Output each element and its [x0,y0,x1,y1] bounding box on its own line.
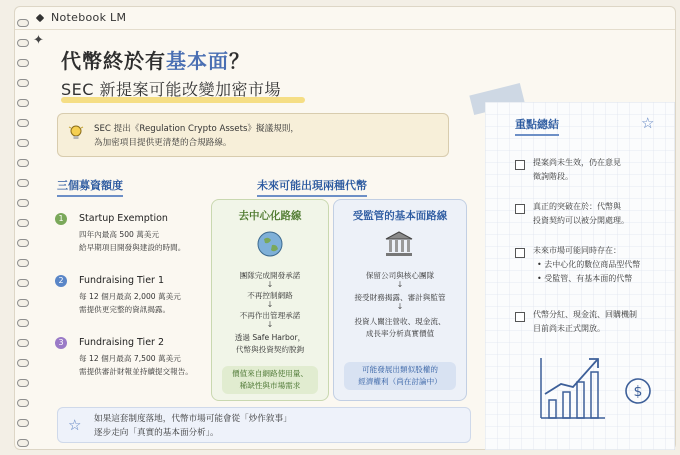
tier-description: 每 12 個月最高 7,500 萬美元 需提供審計財報並持續提交報告。 [79,354,193,376]
tier-description: 四年內最高 500 萬美元 給早期項目開發與建設的時間。 [79,230,186,252]
summary-heading: 重點總結 [515,116,559,136]
intro-note [57,113,449,157]
summary-panel [485,102,675,450]
tier-name: Fundraising Tier 1 [79,275,165,286]
conclusion-box [57,407,471,443]
dollar-icon [623,376,653,406]
regulated-value-note: 可能發展出類似股權的 經濟權利（尚在討論中） [344,362,456,390]
summary-checkbox [515,312,525,322]
regulated-title: 受監管的基本面路線 [352,210,448,222]
brand-mark-icon [36,14,44,22]
svg-text:$: $ [633,384,643,400]
spiral-binding [17,15,31,455]
tier-name: Startup Exemption [79,213,168,224]
decentralized-title: 去中心化路線 [238,210,302,222]
notebook-page [14,6,676,450]
decentralized-card: 去中心化路線 團隊完成開發承諾 ↓ 不再控制網路 ↓ 不再作出管理承諾 ↓ 透過 Safe Harbor， 代幣與投資契約脫鉤 價值來自網路使用量、 稀缺性與市場需求 [211,199,329,401]
summary-checkbox [515,160,525,170]
intro-line-2: 為加密項目提供更清楚的合規路線。 [94,138,232,148]
conclusion-line-2: 逐步走向「真實的基本面分析」。 [94,428,219,438]
regulated-card: 受監管的基本面路線 保留公司與核心團隊 ↓ 接受財務揭露、審計與監管 ↓ 投資人關注營收、現金流、 成長率分析真實價值 可能發展出類似股權的 經濟權利（尚在討論中） [333,199,467,401]
page-header [15,7,675,30]
star-icon: ☆ [68,416,82,434]
page-subtitle: SEC 新提案可能改變加密市場 [61,77,281,100]
tier-name: Fundraising Tier 2 [79,337,165,348]
summary-item: 提案尚未生效，仍在意見 徵詢階段。 [533,158,621,181]
page-title: 代幣終於有基本面？ [61,49,250,73]
summary-checkbox [515,248,525,258]
summary-checkbox [515,204,525,214]
tier-number: 2 [55,275,67,287]
bank-icon [384,230,414,258]
star-icon: ☆ [641,114,655,132]
summary-item: 真正的突破在於：代幣與 投資契約可以被分開處理。 [533,202,629,225]
tier-number: 3 [55,337,67,349]
tier-description: 每 12 個月最高 2,000 萬美元 需提供更完整的資訊揭露。 [79,292,181,314]
lightbulb-icon [68,124,84,142]
intro-line-1: SEC 提出《Regulation Crypto Assets》擬議規則， [94,124,299,134]
tiers-heading: 三個募資額度 [57,177,123,197]
brand-name: Notebook LM [51,11,127,24]
summary-item: 代幣分紅、現金流、回購機制 目前尚未正式開放。 [533,310,637,333]
sparkle-icon: ✦ [33,33,44,48]
conclusion-line-1: 如果這套制度落地，代幣市場可能會從「炒作敘事」 [94,414,292,424]
tier-number: 1 [55,213,67,225]
summary-item: 未來市場可能同時存在： • 去中心化的數位商品型代幣 • 受監管、有基本面的代幣 [533,246,641,283]
decentralized-value-note: 價值來自網路使用量、 稀缺性與市場需求 [222,366,318,394]
globe-icon [256,230,284,258]
growth-chart-icon [537,354,607,422]
paths-heading: 未來可能出現兩種代幣 [257,177,367,197]
